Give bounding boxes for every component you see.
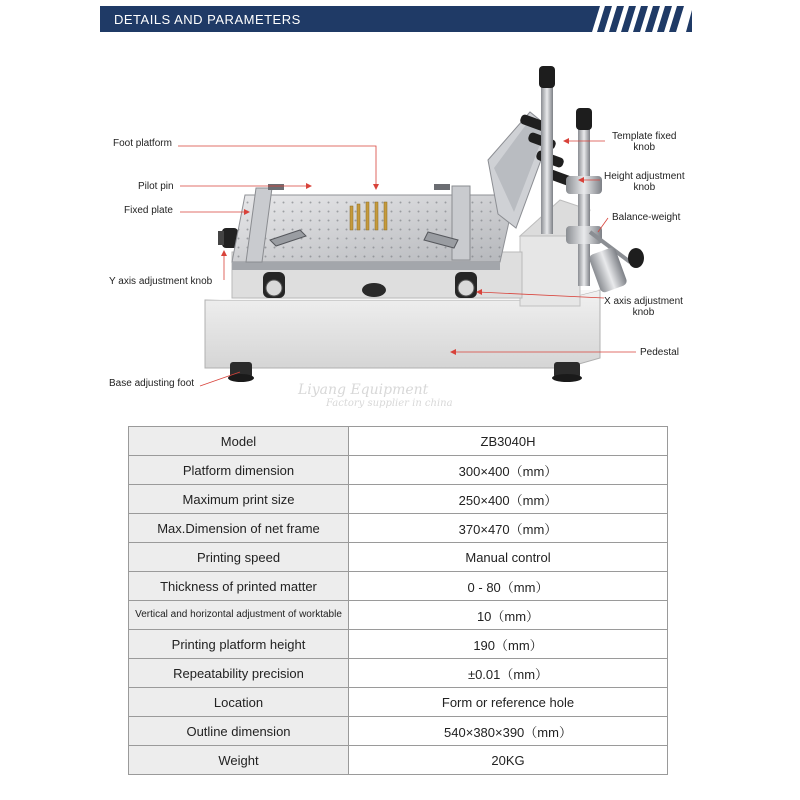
label-base-adjusting-foot: Base adjusting foot: [109, 378, 195, 389]
table-row: [129, 717, 668, 746]
label-x-axis-knob-line1: X axis adjustment: [604, 296, 683, 307]
label-template-fixed-knob: [612, 131, 676, 153]
spec-value: 0 - 80（mm）: [349, 572, 668, 601]
label-template-fixed-knob-line1: Template fixed: [612, 131, 677, 142]
table-row: [129, 601, 668, 630]
spec-value: Form or reference hole: [349, 688, 668, 717]
spec-label: Weight: [129, 746, 349, 775]
watermark-line2: Factory supplier in china: [326, 398, 453, 409]
spec-value: 10（mm）: [349, 601, 668, 630]
label-y-axis-knob: Y axis adjustment knob: [109, 276, 213, 287]
label-foot-platform: Foot platform: [113, 138, 172, 149]
table-row: [129, 630, 668, 659]
label-template-fixed-knob-line2: knob: [633, 142, 656, 153]
table-row: [129, 659, 668, 688]
spec-value: 20KG: [349, 746, 668, 775]
spec-label: Model: [129, 427, 349, 456]
label-pedestal: Pedestal: [640, 347, 679, 358]
watermark-line1: Liyang Equipment: [298, 382, 429, 398]
spec-label: Repeatability precision: [129, 659, 349, 688]
label-balance-weight: Balance-weight: [612, 212, 681, 223]
decorative-stripes-icon: [582, 6, 692, 32]
spec-value: 190（mm）: [349, 630, 668, 659]
spec-value: 370×470（mm）: [349, 514, 668, 543]
table-row: [129, 572, 668, 601]
spec-label: Location: [129, 688, 349, 717]
table-row: [129, 485, 668, 514]
label-height-adjustment-knob-line1: Height adjustment: [604, 171, 685, 182]
table-row: [129, 543, 668, 572]
spec-label: Outline dimension: [129, 717, 349, 746]
spec-value: 250×400（mm）: [349, 485, 668, 514]
table-row: [129, 427, 668, 456]
spec-value: 540×380×390（mm）: [349, 717, 668, 746]
parameters-table: [128, 426, 668, 775]
section-title: DETAILS AND PARAMETERS: [114, 12, 301, 27]
watermark: [298, 384, 453, 410]
spec-label: Printing platform height: [129, 630, 349, 659]
spec-value: Manual control: [349, 543, 668, 572]
section-header-banner: [100, 6, 692, 32]
spec-value: ±0.01（mm）: [349, 659, 668, 688]
spec-label: Printing speed: [129, 543, 349, 572]
label-x-axis-knob-line2: knob: [632, 307, 655, 318]
spec-label: Maximum print size: [129, 485, 349, 514]
label-fixed-plate: Fixed plate: [124, 205, 173, 216]
spec-label: Vertical and horizontal adjustment of worktable: [129, 601, 349, 630]
spec-label: Thickness of printed matter: [129, 572, 349, 601]
spec-value: ZB3040H: [349, 427, 668, 456]
spec-label: Platform dimension: [129, 456, 349, 485]
label-x-axis-knob: [604, 296, 683, 318]
table-row: [129, 688, 668, 717]
label-height-adjustment-knob-line2: knob: [633, 182, 656, 193]
center-knob: [362, 283, 386, 297]
spec-value: 300×400（mm）: [349, 456, 668, 485]
stencil-printer-diagram: [0, 40, 800, 420]
foot-platform: [232, 195, 515, 270]
x-axis-knob: [455, 272, 477, 298]
table-row: [129, 746, 668, 775]
spec-label: Max.Dimension of net frame: [129, 514, 349, 543]
table-row: [129, 514, 668, 543]
label-pilot-pin: Pilot pin: [138, 181, 174, 192]
front-knob: [263, 272, 285, 298]
label-height-adjustment-knob: [604, 171, 685, 193]
table-row: [129, 456, 668, 485]
